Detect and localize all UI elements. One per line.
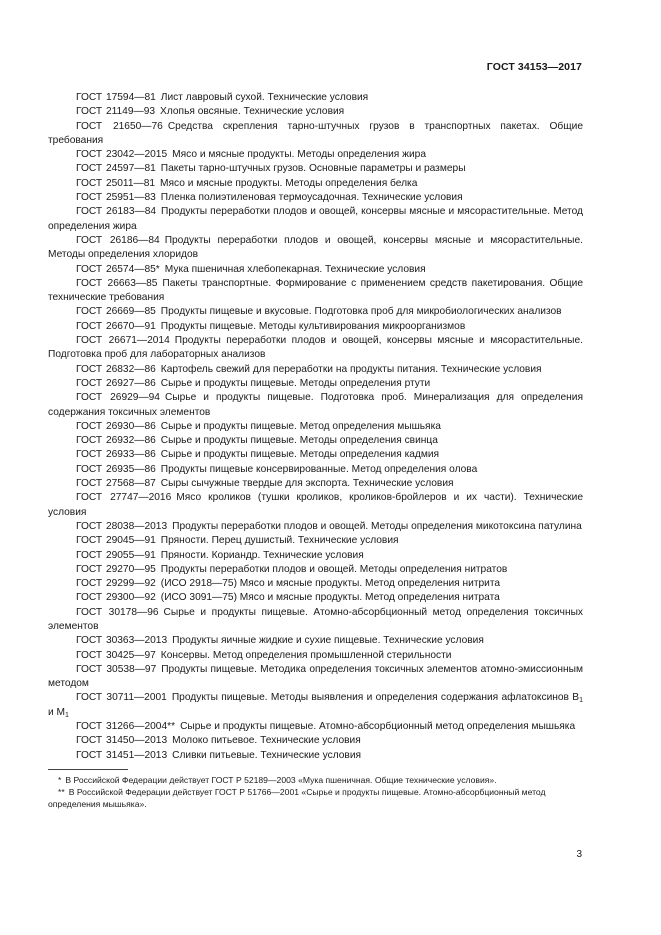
- reference-code: ГОСТ 26670—91: [76, 320, 156, 332]
- footnote-divider: [48, 769, 128, 770]
- reference-code: ГОСТ 30711—2001: [76, 692, 167, 704]
- reference-code: ГОСТ 21149—93: [76, 106, 156, 118]
- reference-title: (ИСО 3091—75) Мясо и мясные продукты. Метод определения нитрата: [160, 592, 500, 604]
- reference-title: Сырье и продукты пищевые. Подготовка проб. Минерализация для определения содержания токсичных элементов: [48, 392, 583, 418]
- reference-title: Сырье и продукты пищевые. Методы определения ртути: [160, 377, 431, 389]
- reference-code: ГОСТ 29055—91: [76, 549, 156, 561]
- reference-title: Продукты пищевые и вкусовые. Подготовка проб для микробиологических анализов: [160, 306, 562, 318]
- reference-item: [48, 591, 583, 605]
- reference-title: Молоко питьевое. Технические условия: [172, 735, 361, 747]
- reference-title: (ИСО 2918—75) Мясо и мясные продукты. Метод определения нитрита: [160, 578, 501, 590]
- reference-code: ГОСТ 29270—95: [76, 563, 156, 575]
- reference-item: [48, 205, 583, 234]
- reference-item: [48, 420, 583, 434]
- footnote-mark: **: [58, 787, 65, 797]
- reference-item: [48, 91, 583, 105]
- reference-item: [48, 563, 583, 577]
- reference-item: [48, 534, 583, 548]
- reference-title: Продукты пищевые консервированные. Метод определения олова: [160, 463, 478, 475]
- reference-code: ГОСТ 17594—81: [76, 92, 156, 103]
- reference-code: ГОСТ 26927—86: [76, 377, 156, 389]
- reference-title: Продукты переработки плодов и овощей, консервы мясные и мясорастительные. Методы определения хлоридов: [48, 234, 583, 261]
- footnote-text: В Российской Федерации действует ГОСТ Р 51766—2001 «Сырье и продукты пищевые. Атомно-абсорбционный метод определения мышьяка».: [48, 787, 546, 809]
- reference-title: Пакеты транспортные. Формирование с применением средств пакетирования. Общие технические требования: [48, 277, 583, 304]
- reference-code: ГОСТ 26832—86: [76, 363, 156, 375]
- reference-title: Продукты переработки плодов и овощей. Методы определения нитратов: [160, 563, 508, 575]
- reference-title: Сырье и продукты пищевые. Атомно-абсорбционный метод определения мышьяка: [180, 721, 576, 733]
- reference-item: [48, 177, 583, 191]
- reference-item: [48, 448, 583, 462]
- footnote-text: В Российской Федерации действует ГОСТ Р 52189—2003 «Мука пшеничная. Общие технические условия».: [65, 775, 497, 785]
- reference-title: Продукты пищевые. Методы выявления и определения содержания афлатоксинов В: [171, 692, 580, 704]
- reference-title: Мука пшеничная хлебопекарная. Технические условия: [164, 263, 426, 275]
- reference-item: [48, 391, 583, 420]
- reference-code: ГОСТ 26932—86: [76, 435, 156, 447]
- reference-item: [48, 634, 583, 648]
- reference-title-part: и М: [48, 706, 66, 718]
- reference-item: [48, 649, 583, 663]
- reference-title: Пряности. Кориандр. Технические условия: [160, 549, 364, 561]
- footnote: [48, 774, 583, 786]
- reference-item: [48, 191, 583, 205]
- reference-item: [48, 720, 583, 734]
- reference-code: ГОСТ 24597—81: [76, 163, 156, 175]
- reference-code: ГОСТ 25951—83: [76, 192, 156, 204]
- reference-code: ГОСТ 31266—2004**: [76, 721, 176, 733]
- reference-code: ГОСТ 26929—94: [76, 392, 160, 404]
- reference-item: [48, 277, 583, 306]
- reference-code: ГОСТ 26669—85: [76, 306, 156, 318]
- reference-code: ГОСТ 26186—84: [76, 234, 160, 246]
- reference-title: Сырье и продукты пищевые. Методы определения свинца: [160, 435, 438, 447]
- reference-item: [48, 477, 583, 491]
- reference-item: [48, 749, 583, 763]
- reference-title: Мясо кроликов (тушки кроликов, кроликов-бройлеров и их части). Технические условия: [48, 492, 583, 518]
- reference-title: Консервы. Метод определения промышленной стерильности: [160, 649, 452, 661]
- reference-title: Хлопья овсяные. Технические условия: [160, 106, 345, 118]
- reference-item: [48, 549, 583, 563]
- reference-code: ГОСТ 30538—97: [76, 663, 157, 675]
- reference-item: [48, 577, 583, 591]
- reference-title: Пряности. Перец душистый. Технические условия: [160, 535, 399, 547]
- reference-item: [48, 463, 583, 477]
- reference-title: Сырье и продукты пищевые. Методы определения кадмия: [160, 449, 440, 461]
- reference-item: [48, 663, 583, 692]
- reference-code: ГОСТ 29045—91: [76, 535, 156, 547]
- reference-code: ГОСТ 30363—2013: [76, 635, 168, 647]
- footnotes: [48, 774, 583, 810]
- reference-item: [48, 734, 583, 748]
- page-number: 3: [576, 849, 582, 860]
- reference-item: [48, 162, 583, 176]
- reference-item: [48, 434, 583, 448]
- reference-title: Картофель свежий для переработки на продукты питания. Технические условия: [160, 363, 542, 375]
- reference-code: ГОСТ 26671—2014: [76, 335, 170, 347]
- reference-item: [48, 377, 583, 391]
- reference-title: Продукты пищевые. Методика определения токсичных элементов атомно-эмиссионным методом: [48, 663, 583, 690]
- reference-item: [48, 320, 583, 334]
- reference-item: [48, 363, 583, 377]
- reference-title: Мясо и мясные продукты. Методы определения белка: [160, 177, 418, 189]
- reference-code: ГОСТ 30425—97: [76, 649, 156, 661]
- subscript: 1: [65, 711, 69, 719]
- reference-code: ГОСТ 31450—2013: [76, 735, 168, 747]
- reference-code: ГОСТ 29300—92: [76, 592, 156, 604]
- reference-item: [48, 105, 583, 119]
- reference-title: Сырье и продукты пищевые. Атомно-абсорбционный метод определения токсичных элементов: [48, 606, 583, 632]
- reference-code: ГОСТ 27568—87: [76, 478, 156, 490]
- normative-references-list: [48, 91, 583, 763]
- reference-code: ГОСТ 26935—86: [76, 463, 156, 475]
- reference-title: Сливки питьевые. Технические условия: [172, 749, 362, 761]
- reference-code: ГОСТ 27747—2016: [76, 492, 172, 504]
- reference-title: Пакеты тарно-штучных грузов. Основные параметры и размеры: [160, 163, 466, 175]
- reference-title: Сырье и продукты пищевые. Метод определения мышьяка: [160, 420, 441, 432]
- reference-code: ГОСТ 26183—84: [76, 206, 157, 218]
- reference-code: ГОСТ 26663—85: [76, 277, 158, 289]
- reference-title: Лист лавровый сухой. Технические условия: [160, 92, 369, 103]
- footnote-mark: *: [58, 775, 62, 785]
- reference-title: Средства скрепления тарно-штучных грузов в транспортных пакетах. Общие требования: [48, 120, 583, 146]
- reference-code: ГОСТ 26930—86: [76, 420, 156, 432]
- reference-item: [48, 491, 583, 520]
- subscript: 1: [579, 697, 583, 705]
- reference-title: Продукты переработки плодов и овощей, консервы мясные и мясорастительные. Подготовка проб для лабораторных анализов: [48, 335, 583, 361]
- reference-item: [48, 234, 583, 263]
- reference-title: Пленка полиэтиленовая термоусадочная. Технические условия: [160, 192, 463, 204]
- reference-code: ГОСТ 31451—2013: [76, 749, 168, 761]
- standard-code-header: ГОСТ 34153—2017: [486, 61, 582, 73]
- reference-title: Продукты пищевые. Методы культивирования микроорганизмов: [160, 320, 466, 332]
- reference-title: Продукты переработки плодов и овощей, консервы мясные и мясорастительные. Метод определения жира: [48, 206, 583, 232]
- reference-item: [48, 520, 583, 534]
- reference-title: Продукты переработки плодов и овощей. Методы определения микотоксина патулина: [172, 520, 582, 532]
- reference-code: ГОСТ 26933—86: [76, 449, 156, 461]
- reference-item: [48, 263, 583, 277]
- reference-code: ГОСТ 23042—2015: [76, 149, 168, 161]
- reference-code: ГОСТ 29299—92: [76, 578, 156, 590]
- reference-item: [48, 305, 583, 319]
- reference-code: ГОСТ 28038—2013: [76, 520, 168, 532]
- reference-code: ГОСТ 25011—81: [76, 177, 156, 189]
- reference-code: ГОСТ 26574—85*: [76, 263, 160, 275]
- reference-code: ГОСТ 30178—96: [76, 606, 159, 618]
- footnote: [48, 786, 583, 810]
- reference-title: Сыры сычужные твердые для экспорта. Технические условия: [160, 478, 454, 490]
- reference-item: [48, 148, 583, 162]
- reference-code: ГОСТ 21650—76: [76, 120, 163, 132]
- reference-item: [48, 691, 583, 720]
- reference-title: Мясо и мясные продукты. Методы определения жира: [172, 149, 426, 161]
- reference-item: [48, 120, 583, 149]
- reference-item: [48, 334, 583, 363]
- reference-item: [48, 606, 583, 635]
- reference-title: Продукты яичные жидкие и сухие пищевые. Технические условия: [172, 635, 484, 647]
